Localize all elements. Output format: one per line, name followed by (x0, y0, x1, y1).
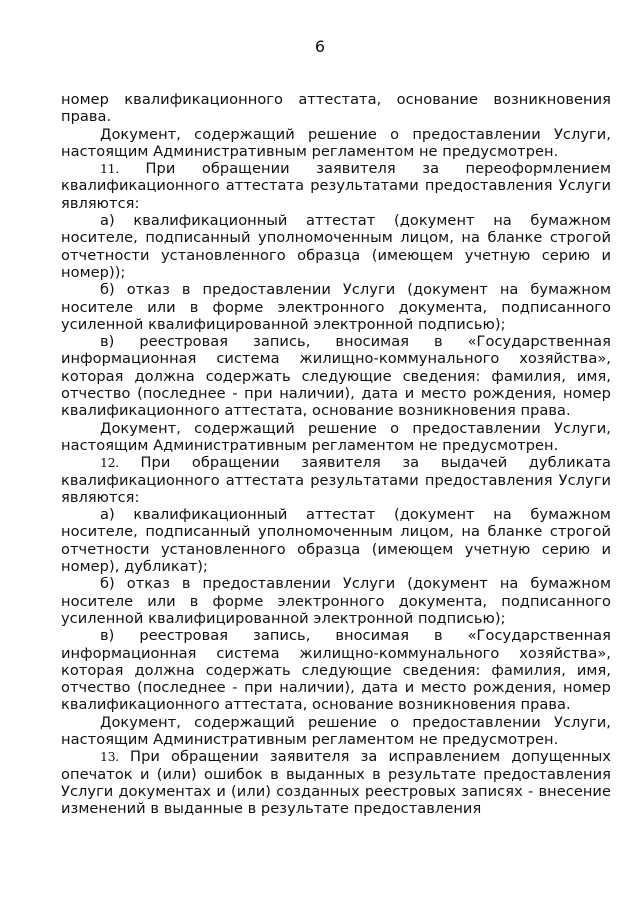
paragraph: Документ, содержащий решение о предоставлении Услуги, настоящим Административным регламентом не предусмотрен. (61, 419, 611, 454)
document-body (61, 91, 611, 817)
paragraph: а) квалификационный аттестат (документ на бумажном носителе, подписанный уполномоченным лицом, на бланке строгой отчетности установленного образца (имеющем учетную серию и номер)); (61, 212, 611, 281)
paragraph: в) реестровая запись, вносимая в «Государственная информационная система жилищно-коммунального хозяйства», которая должна содержать следующие сведения: фамилия, имя, отчество (последнее - при наличии), дата и место рождения, номер квалификационного аттестата, основание возникновения права. (61, 627, 611, 714)
paragraph-item-12: 12. При обращении заявителя за выдачей дубликата квалификационного аттестата результатами предоставления Услуги являются: (61, 454, 611, 506)
paragraph: б) отказ в предоставлении Услуги (документ на бумажном носителе или в форме электронного документа, подписанного усиленной квалифицированной электронной подписью); (61, 575, 611, 627)
paragraph: Документ, содержащий решение о предоставлении Услуги, настоящим Административным регламентом не предусмотрен. (61, 125, 611, 160)
paragraph: Документ, содержащий решение о предоставлении Услуги, настоящим Административным регламентом не предусмотрен. (61, 713, 611, 748)
paragraph: б) отказ в предоставлении Услуги (документ на бумажном носителе или в форме электронного документа, подписанного усиленной квалифицированной электронной подписью); (61, 281, 611, 333)
item-number: 11. (100, 161, 119, 177)
paragraph: номер квалификационного аттестата, основание возникновения права. (61, 91, 611, 126)
paragraph-item-11: 11. При обращении заявителя за переоформлением квалификационного аттестата результатами предоставления Услуги являются: (61, 160, 611, 212)
paragraph: а) квалификационный аттестат (документ на бумажном носителе, подписанный уполномоченным лицом, на бланке строгой отчетности установленного образца (имеющем учетную серию и номер), дубликат); (61, 506, 611, 576)
paragraph-item-13: 13. При обращении заявителя за исправлением допущенных опечаток и (или) ошибок в выданных в результате предоставления Услуги документах и (или) созданных реестровых записях - внесение изменений в выданные в результате предоставления (61, 748, 611, 818)
page-number: 6 (314, 37, 326, 56)
item-number: 13. (100, 749, 119, 765)
paragraph: в) реестровая запись, вносимая в «Государственная информационная система жилищно-коммунального хозяйства», которая должна содержать следующие сведения: фамилия, имя, отчество (последнее - при наличии), дата и место рождения, номер квалификационного аттестата, основание возникновения права. (61, 333, 611, 420)
item-number: 12. (100, 455, 119, 471)
